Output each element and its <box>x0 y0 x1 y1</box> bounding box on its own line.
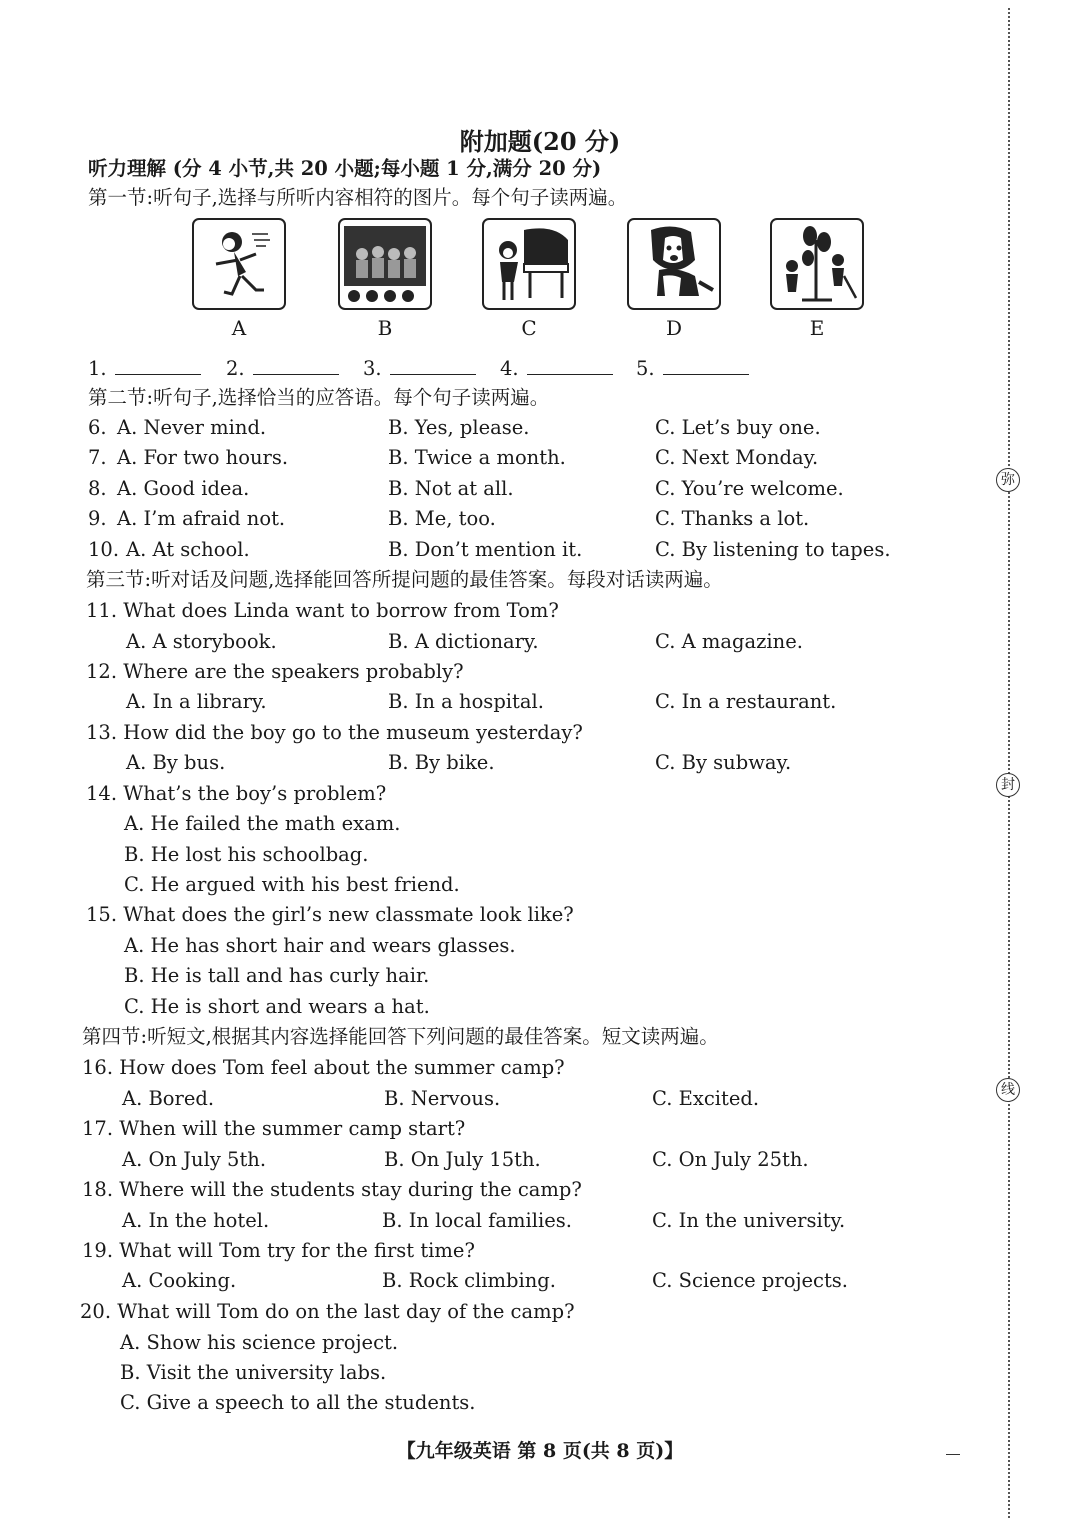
question-number: 8. <box>88 477 107 500</box>
answer-blank-3[interactable] <box>363 356 476 381</box>
blank-line <box>253 356 339 375</box>
option-b[interactable]: B. Me, too. <box>388 507 496 530</box>
seal-mark-feng: 封 <box>996 773 1020 797</box>
seal-mark-xian: 线 <box>996 1078 1020 1102</box>
option-a[interactable]: A. Cooking. <box>122 1269 237 1292</box>
option-c[interactable]: C. In a restaurant. <box>655 690 837 713</box>
blank-line <box>115 356 201 375</box>
option-a[interactable]: A. At school. <box>126 538 250 561</box>
question-stem: 16. How does Tom feel about the summer camp? <box>82 1056 565 1079</box>
option-c[interactable]: C. Science projects. <box>652 1269 848 1292</box>
option-b[interactable]: B. He is tall and has curly hair. <box>124 964 430 987</box>
picture-label-b: B <box>377 316 393 340</box>
section2-instruction: 第二节:听句子,选择恰当的应答语。每个句子读两遍。 <box>88 386 550 409</box>
picture-label-a: A <box>231 316 247 340</box>
dog-icon <box>627 218 721 310</box>
option-a[interactable]: A. Show his science project. <box>120 1331 399 1354</box>
blank-line <box>527 356 613 375</box>
option-a[interactable]: A. A storybook. <box>126 630 277 653</box>
question-number: 7. <box>88 446 107 469</box>
answer-blank-1[interactable] <box>88 356 201 381</box>
section1-instruction: 第一节:听句子,选择与所听内容相符的图片。每个句子读两遍。 <box>88 186 628 209</box>
option-c[interactable]: C. A magazine. <box>655 630 803 653</box>
option-b[interactable]: B. In a hospital. <box>388 690 544 713</box>
option-a[interactable]: A. In a library. <box>126 690 267 713</box>
question-stem: 13. How did the boy go to the museum yesterday? <box>86 721 583 744</box>
option-b[interactable]: B. In local families. <box>382 1209 572 1232</box>
option-b[interactable]: B. Nervous. <box>384 1087 501 1110</box>
option-b[interactable]: B. By bike. <box>388 751 495 774</box>
answer-blank-2[interactable] <box>226 356 339 381</box>
section4-instruction: 第四节:听短文,根据其内容选择能回答下列问题的最佳答案。短文读两遍。 <box>82 1025 719 1048</box>
blank-line <box>390 356 476 375</box>
blank-number: 3. <box>363 357 382 380</box>
option-a[interactable]: A. He has short hair and wears glasses. <box>124 934 516 957</box>
option-a[interactable]: A. Good idea. <box>117 477 250 500</box>
question-number: 9. <box>88 507 107 530</box>
option-b[interactable]: B. Visit the university labs. <box>120 1361 387 1384</box>
option-c[interactable]: C. By listening to tapes. <box>655 538 891 561</box>
part-header: 听力理解 (分 4 小节,共 20 小题;每小题 1 分,满分 20 分) <box>88 157 602 180</box>
running-boy-icon <box>192 218 286 310</box>
option-b[interactable]: B. On July 15th. <box>384 1148 541 1171</box>
option-c[interactable]: C. Next Monday. <box>655 446 819 469</box>
question-stem: 11. What does Linda want to borrow from Tom? <box>86 599 559 622</box>
blank-number: 1. <box>88 357 107 380</box>
question-stem: 12. Where are the speakers probably? <box>86 660 464 683</box>
question-stem: 20. What will Tom do on the last day of the camp? <box>80 1300 575 1323</box>
footer-dash <box>946 1454 960 1455</box>
option-a[interactable]: A. Never mind. <box>117 416 267 439</box>
blank-line <box>663 356 749 375</box>
question-stem: 17. When will the summer camp start? <box>82 1117 466 1140</box>
option-a[interactable]: A. For two hours. <box>117 446 289 469</box>
option-b[interactable]: B. A dictionary. <box>388 630 539 653</box>
picture-label-e: E <box>809 316 825 340</box>
children-planting-tree-icon <box>770 218 864 310</box>
girl-piano-icon <box>482 218 576 310</box>
page-footer: 【九年级英语 第 8 页(共 8 页)】 <box>396 1440 684 1462</box>
option-a[interactable]: A. By bus. <box>126 751 226 774</box>
question-number: 6. <box>88 416 107 439</box>
picture-label-d: D <box>665 316 683 340</box>
page-title: 附加题(20 分) <box>459 127 621 156</box>
answer-blank-5[interactable] <box>636 356 749 381</box>
blank-number: 4. <box>500 357 519 380</box>
option-c[interactable]: C. Excited. <box>652 1087 760 1110</box>
option-c[interactable]: C. On July 25th. <box>652 1148 809 1171</box>
seal-mark-mi: 弥 <box>996 468 1020 492</box>
option-a[interactable]: A. I’m afraid not. <box>117 507 286 530</box>
question-number: 10. <box>88 538 120 561</box>
option-c[interactable]: C. Let’s buy one. <box>655 416 821 439</box>
option-b[interactable]: B. Rock climbing. <box>382 1269 556 1292</box>
band-concert-icon <box>338 218 432 310</box>
option-a[interactable]: A. In the hotel. <box>122 1209 270 1232</box>
option-c[interactable]: C. In the university. <box>652 1209 846 1232</box>
option-b[interactable]: B. Yes, please. <box>388 416 530 439</box>
option-c[interactable]: C. Give a speech to all the students. <box>120 1391 476 1414</box>
question-stem: 19. What will Tom try for the first time? <box>82 1239 475 1262</box>
question-stem: 14. What’s the boy’s problem? <box>86 782 387 805</box>
blank-number: 2. <box>226 357 245 380</box>
option-a[interactable]: A. On July 5th. <box>122 1148 267 1171</box>
answer-blank-4[interactable] <box>500 356 613 381</box>
option-c[interactable]: C. He argued with his best friend. <box>124 873 460 896</box>
picture-label-c: C <box>521 316 537 340</box>
option-b[interactable]: B. He lost his schoolbag. <box>124 843 369 866</box>
blank-number: 5. <box>636 357 655 380</box>
option-c[interactable]: C. He is short and wears a hat. <box>124 995 430 1018</box>
option-c[interactable]: C. You’re welcome. <box>655 477 844 500</box>
option-a[interactable]: A. Bored. <box>122 1087 215 1110</box>
option-b[interactable]: B. Not at all. <box>388 477 514 500</box>
question-stem: 15. What does the girl’s new classmate look like? <box>86 903 574 926</box>
option-c[interactable]: C. Thanks a lot. <box>655 507 810 530</box>
option-b[interactable]: B. Don’t mention it. <box>388 538 583 561</box>
picture-row <box>0 218 1080 338</box>
option-b[interactable]: B. Twice a month. <box>388 446 566 469</box>
option-a[interactable]: A. He failed the math exam. <box>124 812 401 835</box>
section3-instruction: 第三节:听对话及问题,选择能回答所提问题的最佳答案。每段对话读两遍。 <box>86 568 723 591</box>
option-c[interactable]: C. By subway. <box>655 751 792 774</box>
question-stem: 18. Where will the students stay during the camp? <box>82 1178 582 1201</box>
